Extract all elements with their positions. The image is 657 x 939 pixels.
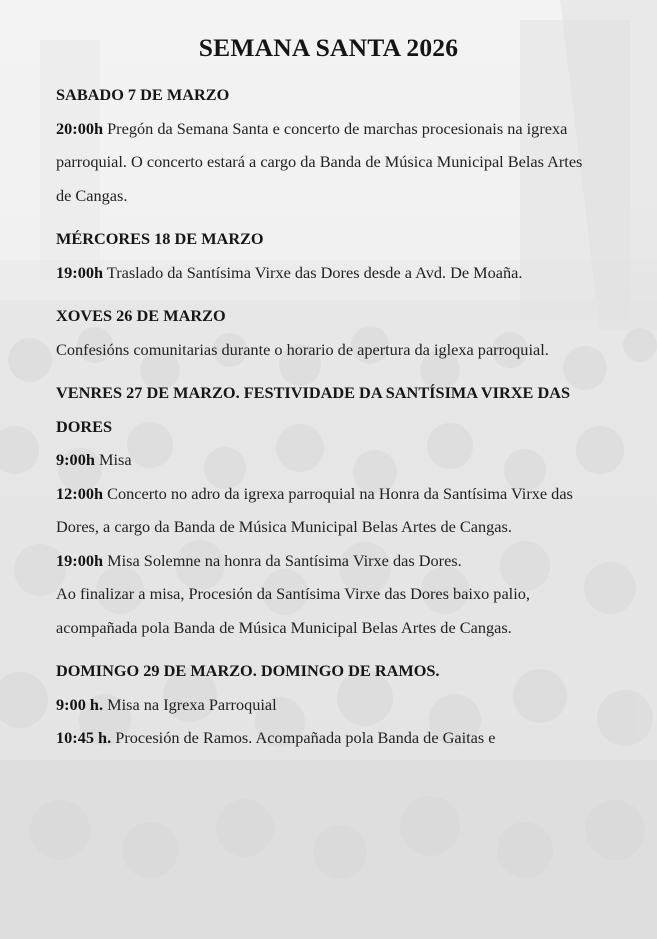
schedule-day xyxy=(56,376,601,644)
event-time: 20:00h xyxy=(56,118,104,138)
event-description: Procesión de Ramos. Acompañada pola Banda de Gaitas e xyxy=(115,728,496,747)
event-item xyxy=(56,544,601,578)
event-item xyxy=(56,577,601,644)
day-heading: DOMINGO 29 DE MARZO. DOMINGO DE RAMOS. xyxy=(56,661,440,680)
event-description: Pregón da Semana Santa e concerto de marchas procesionais na igrexa parroquial. O concerto estará a cargo da Banda de Música Municipal Belas Artes de Cangas. xyxy=(56,118,583,205)
event-description: Misa Solemne na honra da Santísima Virxe das Dores. xyxy=(107,550,462,570)
event-description: Misa na Igrexa Parroquial xyxy=(107,694,277,714)
day-heading: MÉRCORES 18 DE MARZO xyxy=(56,229,264,248)
event-item xyxy=(56,333,601,367)
day-heading: VENRES 27 DE MARZO. FESTIVIDADE DA SANTÍSIMA VIRXE DAS DORES xyxy=(56,383,571,436)
event-time: 9:00 h. xyxy=(56,694,104,714)
event-item xyxy=(56,256,601,290)
event-time: 10:45 h. xyxy=(56,728,112,747)
event-item xyxy=(56,443,601,477)
day-heading: XOVES 26 DE MARZO xyxy=(56,306,226,325)
event-item xyxy=(56,112,601,213)
schedule-day xyxy=(56,654,601,755)
event-time: 12:00h xyxy=(56,483,104,503)
event-description: Misa xyxy=(98,450,132,469)
day-heading: SABADO 7 DE MARZO xyxy=(56,85,230,104)
event-time: 19:00h xyxy=(56,262,104,282)
event-time: 19:00h xyxy=(56,550,104,570)
schedule-day xyxy=(56,299,601,366)
event-item xyxy=(56,477,601,544)
event-description: Ao finalizar a misa, Procesión da Santísima Virxe das Dores baixo palio, acompañada pola Banda de Música Municipal Belas Artes de Cangas. xyxy=(56,584,530,637)
schedule-day xyxy=(56,222,601,289)
event-description: Confesións comunitarias durante o horario de apertura da iglexa parroquial. xyxy=(56,339,549,359)
event-description: Traslado da Santísima Virxe das Dores desde a Avd. De Moaña. xyxy=(106,262,523,282)
schedule-day xyxy=(56,78,601,212)
schedule-sections xyxy=(56,78,601,755)
page-title: SEMANA SANTA 2026 xyxy=(198,33,459,62)
event-description: Concerto no adro da igrexa parroquial na Honra da Santísima Virxe das Dores, a cargo da Banda de Música Municipal Belas Artes de Cangas. xyxy=(56,483,573,536)
event-item xyxy=(56,721,601,755)
event-item xyxy=(56,688,601,722)
document-page xyxy=(56,30,601,765)
event-time: 9:00h xyxy=(56,450,95,469)
